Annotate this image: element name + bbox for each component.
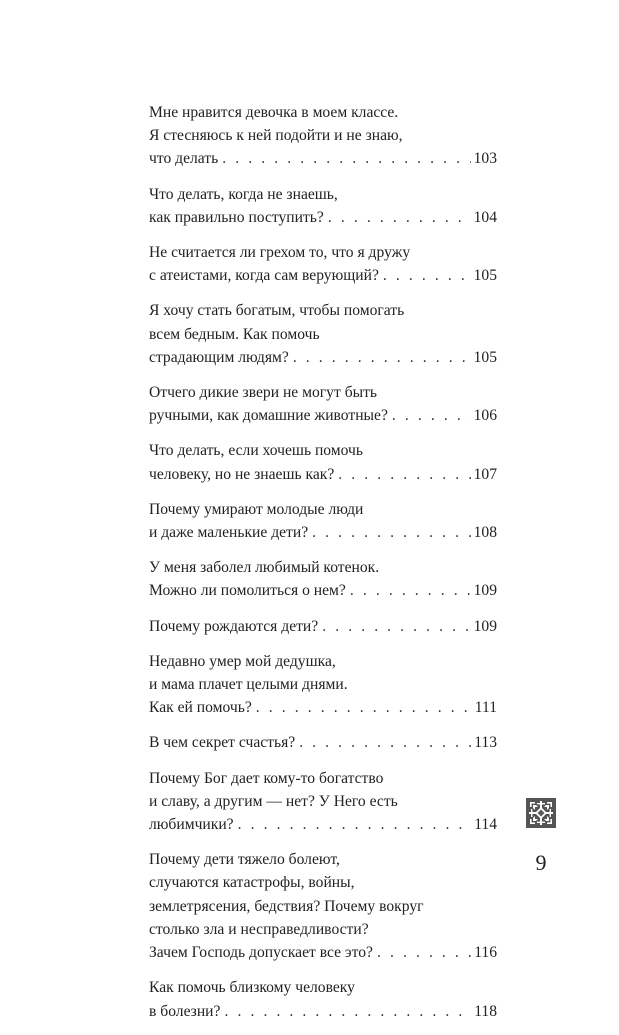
toc-page-number: 114 — [474, 816, 497, 834]
dot-leader — [222, 147, 470, 170]
dot-leader — [312, 521, 470, 544]
toc-entry-text: ручными, как домашние животные? — [149, 407, 388, 425]
dot-leader — [299, 731, 471, 754]
toc-entry-line: Как помочь близкому человеку — [149, 979, 355, 997]
toc-page-number: 106 — [473, 407, 497, 425]
snowflake-ornament-icon — [526, 798, 556, 828]
dot-leader — [293, 346, 471, 369]
toc-page-number: 107 — [473, 465, 497, 483]
toc-entry-line: столько зла и несправедливости? — [149, 920, 369, 938]
toc-entry-text: В чем секрет счастья? — [149, 734, 296, 752]
dot-leader — [377, 941, 471, 964]
toc-entry — [149, 848, 497, 964]
toc-entry-final-line — [149, 147, 497, 170]
toc-entry-text: Зачем Господь допускает все это? — [149, 944, 373, 962]
toc-page-number: 105 — [473, 267, 497, 285]
toc-entry-final-line — [149, 579, 497, 602]
toc-entry-text: страдающим людям? — [149, 348, 289, 366]
toc-entry-line: Что делать, когда не знаешь, — [149, 185, 338, 203]
dot-leader — [322, 615, 470, 638]
toc-entry-line: Мне нравится девочка в моем классе. — [149, 104, 399, 121]
toc-entry-final-line — [149, 696, 497, 719]
dot-leader — [328, 206, 471, 229]
toc-entry-final-line — [149, 264, 497, 287]
toc-entry-text: в болезни? — [149, 1002, 221, 1020]
toc-entry-line: Не считается ли грехом то, что я дружу — [149, 244, 411, 262]
toc-page-number: 105 — [473, 348, 497, 366]
toc-entry-text: с атеистами, когда сам верующий? — [149, 267, 379, 285]
toc-entry-text: что делать — [149, 150, 219, 168]
toc-entry-final-line — [149, 463, 497, 486]
toc-entry-text: любимчики? — [149, 816, 234, 834]
toc-entry-line: землетрясения, бедствия? Почему вокруг — [149, 897, 424, 915]
toc-page-number: 118 — [474, 1002, 497, 1020]
dot-leader — [338, 463, 470, 486]
toc-page-number: 104 — [473, 208, 497, 226]
toc-entry — [149, 241, 497, 287]
toc-entry — [149, 498, 497, 544]
toc-entry — [149, 183, 497, 229]
table-of-contents — [149, 101, 497, 1035]
dot-leader — [256, 696, 472, 719]
toc-entry — [149, 731, 497, 754]
toc-page-number: 111 — [474, 699, 497, 717]
toc-entry-final-line — [149, 206, 497, 229]
toc-entry-line: и мама плачет целыми днями. — [149, 676, 348, 694]
toc-entry — [149, 381, 497, 427]
toc-entry-text: как правильно поступить? — [149, 208, 324, 226]
toc-entry — [149, 101, 497, 171]
toc-entry-final-line — [149, 521, 497, 544]
dot-leader — [238, 813, 472, 836]
toc-entry — [149, 615, 497, 638]
toc-page-number: 109 — [473, 582, 497, 600]
toc-entry-line: и славу, а другим — нет? У Него есть — [149, 792, 398, 810]
toc-entry-line: Я стесняюсь к ней подойти и не знаю, — [149, 127, 403, 145]
toc-entry — [149, 650, 497, 720]
toc-entry — [149, 299, 497, 369]
dot-leader — [392, 404, 471, 427]
toc-entry-final-line — [149, 813, 497, 836]
toc-entry-text: Можно ли помолиться о нем? — [149, 582, 346, 600]
page-number: 9 — [535, 850, 547, 875]
dot-leader — [350, 579, 471, 602]
toc-page-number: 103 — [473, 150, 497, 168]
toc-entry-text: Как ей помочь? — [149, 699, 252, 717]
toc-entry-text: человеку, но не знаешь как? — [149, 465, 335, 483]
dot-leader — [224, 1000, 471, 1023]
toc-entry-line: всем бедным. Как помочь — [149, 325, 320, 343]
toc-page-number: 109 — [473, 617, 497, 635]
toc-entry-line: Я хочу стать богатым, чтобы помогать — [149, 302, 405, 320]
toc-entry — [149, 556, 497, 602]
toc-entry-line: случаются катастрофы, войны, — [149, 874, 355, 892]
toc-entry-final-line — [149, 615, 497, 638]
toc-entry-line: Почему дети тяжело болеют, — [149, 851, 340, 869]
toc-page-number: 113 — [474, 734, 497, 752]
toc-entry-line: Почему умирают молодые люди — [149, 500, 364, 518]
toc-entry-final-line — [149, 941, 497, 964]
toc-entry-line: Недавно умер мой дедушка, — [149, 652, 336, 670]
toc-entry — [149, 439, 497, 485]
toc-page-number: 108 — [473, 524, 497, 542]
toc-entry-line: Отчего дикие звери не могут быть — [149, 384, 378, 402]
toc-entry-line: Что делать, если хочешь помочь — [149, 442, 364, 460]
toc-entry-line: Почему Бог дает кому-то богатство — [149, 769, 384, 787]
dot-leader — [383, 264, 471, 287]
toc-entry-text: и даже маленькие дети? — [149, 524, 309, 542]
toc-page-number: 116 — [474, 944, 497, 962]
toc-entry — [149, 767, 497, 837]
toc-entry-line: У меня заболел любимый котенок. — [149, 559, 380, 577]
toc-entry-final-line — [149, 404, 497, 427]
toc-entry-text: Почему рождаются дети? — [149, 617, 319, 635]
toc-entry-final-line — [149, 1000, 497, 1023]
toc-entry-final-line — [149, 346, 497, 369]
toc-entry-final-line — [149, 731, 497, 754]
